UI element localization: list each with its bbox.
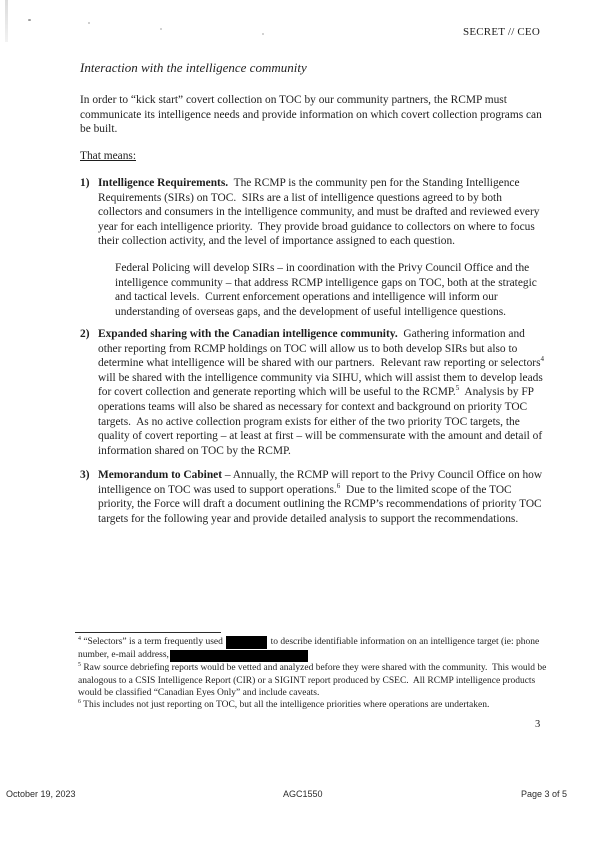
- list-item-text: Expanded sharing with the Canadian intelligence community. Gathering information and other reporting from RCMP holdings on TOC will allow us to both develop SIRs but also to determine what intelligence will be shared with our partners. Relevant raw reporting or selectors$^4$ will be shared with the intelligence community via SIHU, which will assist them to develop leads for covert collection and generate reporting which will be useful to the RCMP.$^5$ Analysis by FP operations teams will also be shared as necessary for context and background on priority TOC targets. As no active collection program exists for either of the two priority TOC targets, the quality of covert reporting – at least at first – will be commensurate with the amount and detail of information shared on TOC by the RCMP.: [98, 328, 547, 457]
- classification-marking: SECRET // CEO: [463, 26, 540, 38]
- intro-paragraph: In order to “kick start” covert collection on TOC by our community partners, the RCMP must communicate its intelligence needs and provide information on which covert collection programs can be built.: [80, 94, 545, 136]
- scan-artifact: [262, 33, 264, 35]
- footnote-4: $^4$ “Selectors” is a term frequently used to describe identifiable information on an intelligence target (ie: phone number, e-mail address,: [78, 635, 542, 660]
- footer-document-id: AGC1550: [283, 789, 323, 799]
- section-heading: Interaction with the intelligence community: [80, 60, 307, 75]
- redaction-block: [170, 650, 308, 662]
- sub-paragraph: Federal Policing will develop SIRs – in coordination with the Privy Council Office and the intelligence community – that address RCMP intelligence gaps on TOC, both at the strategic and tactical levels. Current enforcement operations and intelligence will inform our understanding of overseas gaps, and the development of useful intelligence questions.: [115, 262, 540, 318]
- scan-artifact: [160, 28, 162, 30]
- footnote-separator: [75, 632, 221, 633]
- footer-date: October 19, 2023: [6, 789, 76, 799]
- page-number: 3: [535, 719, 541, 730]
- list-item-number: 3): [80, 469, 90, 481]
- list-item-3: [80, 468, 548, 526]
- scan-artifact: [88, 22, 90, 24]
- list-item-text: Intelligence Requirements. The RCMP is the community pen for the Standing Intelligence Requirements (SIRs) on TOC. SIRs are a list of intelligence questions agreed to by both collectors and consumers in the intelligence community, and must be drafted and reviewed every year for each intelligence priority. They provide broad guidance to collectors on where to focus their collection activity, and the level of importance assigned to each question.: [98, 177, 543, 248]
- list-item-text: Memorandum to Cabinet – Annually, the RCMP will report to the Privy Council Office on how intelligence on TOC was used to support operations.$^6$ Due to the limited scope of the TOC priority, the Force will draft a document outlining the RCMP’s recommendations of priority TOC targets for the following year and provide detailed analysis to support the recommendations.: [98, 469, 545, 525]
- footnote-6: $^6$ This includes not just reporting on TOC, but all the intelligence priorities where operations are undertaken.: [78, 698, 490, 710]
- scan-artifact: [28, 19, 31, 21]
- list-item-1: [80, 176, 548, 249]
- list-item-2: [80, 327, 548, 458]
- scan-artifact: [5, 0, 8, 42]
- list-item-number: 2): [80, 328, 90, 340]
- redaction-block: [226, 636, 267, 649]
- list-item-number: 1): [80, 177, 90, 189]
- footer-page-label: Page 3 of 5: [521, 789, 568, 799]
- that-means-label: That means:: [80, 150, 136, 162]
- footnote-5: $^5$ Raw source debriefing reports would be vetted and analyzed before they were shared with the community. This would be analogous to a CSIS Intelligence Report (CIR) or a SIGINT report produced by CSEC. All RCMP intelligence products would be classified “Canadian Eyes Only” and include caveats.: [78, 661, 549, 699]
